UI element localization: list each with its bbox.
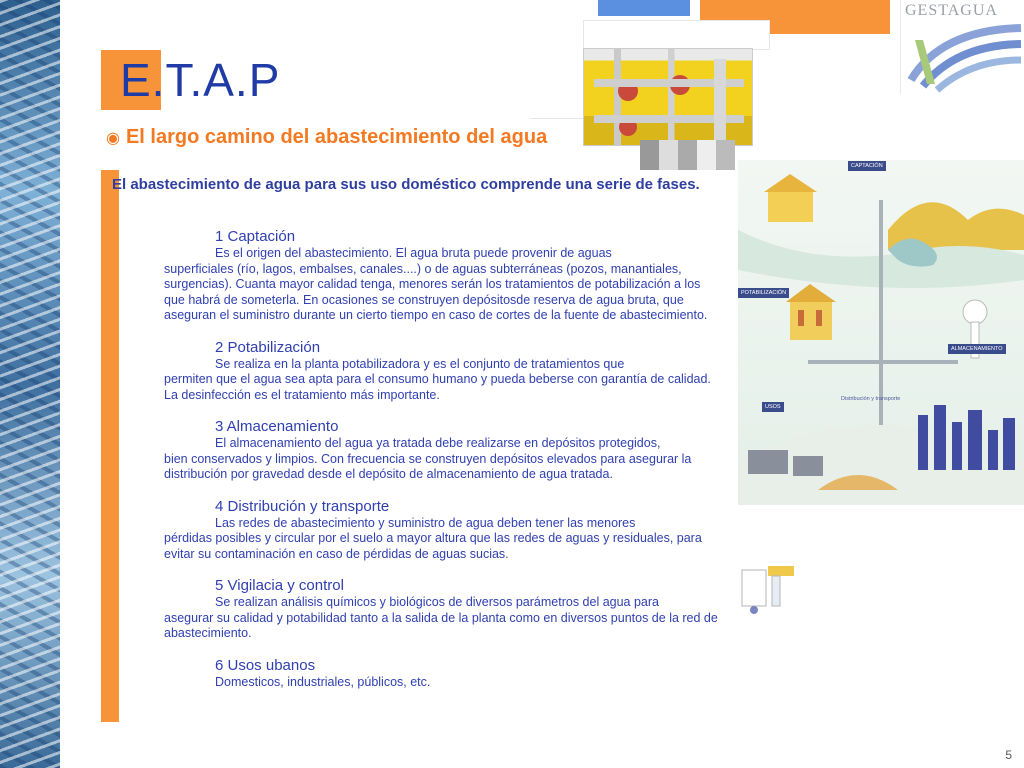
label-distribucion: Distribución y transporte	[841, 396, 901, 402]
phase-item	[164, 228, 724, 324]
phase-item	[164, 577, 724, 642]
phase-body: Domesticos, industriales, públicos, etc.	[215, 674, 431, 689]
phase-item	[164, 339, 724, 404]
label-almacenamiento: ALMACENAMIENTO	[948, 344, 1006, 354]
label-usos: USOS	[762, 402, 784, 412]
bullet-icon: ◉	[106, 130, 120, 147]
phase-item	[164, 657, 724, 691]
intro-text: El abastecimiento de agua para sus uso doméstico comprende una serie de fases.	[112, 176, 700, 193]
blue-deco-block	[598, 0, 690, 16]
phase-title: 2 Potabilización	[215, 338, 321, 356]
phase-title: 6 Usos ubanos	[215, 656, 316, 674]
white-deco-block	[583, 20, 770, 50]
phase-body: Las redes de abastecimiento y suministro de agua deben tener las menores pérdidas posibles y circular por el suelo a mayor altura que las redes de aguas y residuales, para evitar su contaminación en caso de pérdidas de aguas sucias.	[164, 515, 702, 561]
water-cycle-diagram	[738, 160, 1024, 505]
subtitle-text: El largo camino del abastecimiento del agua	[125, 126, 548, 148]
water-decoration	[0, 0, 60, 768]
phase-body: Se realiza en la planta potabilizadora y es el conjunto de tratamientos que permiten que el agua sea apta para el consumo humano y pueda beberse con garantía de calidad. La desinfección es el tratamiento más importante.	[164, 356, 711, 402]
logo-text: GESTAGUA	[905, 2, 998, 19]
phase-title: 3 Almacenamiento	[215, 418, 339, 435]
water-cycle-illustration	[738, 160, 1024, 505]
pipes-photo	[583, 48, 753, 146]
photo-strip	[640, 140, 735, 170]
page-title: E.T.A.P	[120, 54, 281, 106]
phase-item	[164, 498, 724, 563]
phase-body: Se realizan análisis químicos y biológicos de diversos parámetros del agua para asegurar su calidad y potabilidad tanto a la salida de la planta como en diversos puntos de la red de abastecimiento.	[164, 595, 718, 640]
phase-title: 5 Vigilacia y control	[215, 577, 344, 594]
phase-title: 4 Distribución y transporte	[215, 497, 390, 515]
lab-analysis-illustration	[738, 560, 800, 616]
label-potabilizacion: POTABILIZACIÓN	[738, 288, 789, 298]
page-subtitle	[106, 124, 547, 152]
phases-list	[164, 228, 724, 705]
phase-title: 1 Captación	[215, 228, 296, 245]
label-captacion: CAPTACIÓN	[848, 161, 886, 171]
phase-body: El almacenamiento del agua ya tratada debe realizarse en depósitos protegidos, bien conservados y limpios. Con frecuencia se construyen depósitos elevados para asegurar la distribución por gravedad desde el depósito de almacenamiento de agua tratada.	[164, 436, 692, 481]
phase-body: Es el origen del abastecimiento. El agua bruta puede provenir de aguas superficiales (río, lagos, embalses, canales....) o de aguas subterráneas (pozos, manantiales, surgencias). Cuanta mayor calidad tenga, menores serán los tratamientos de potabilización a los que habrá de someterla. En ocasiones se construyen depósitosde reserva de agua bruta, que aseguran el suministro durante un cierto tiempo en caso de cortes de la fuente de abastecimiento.	[164, 246, 708, 322]
phase-item	[164, 418, 724, 483]
page-number: 5	[1005, 748, 1012, 762]
orange-side-bar	[101, 170, 119, 722]
